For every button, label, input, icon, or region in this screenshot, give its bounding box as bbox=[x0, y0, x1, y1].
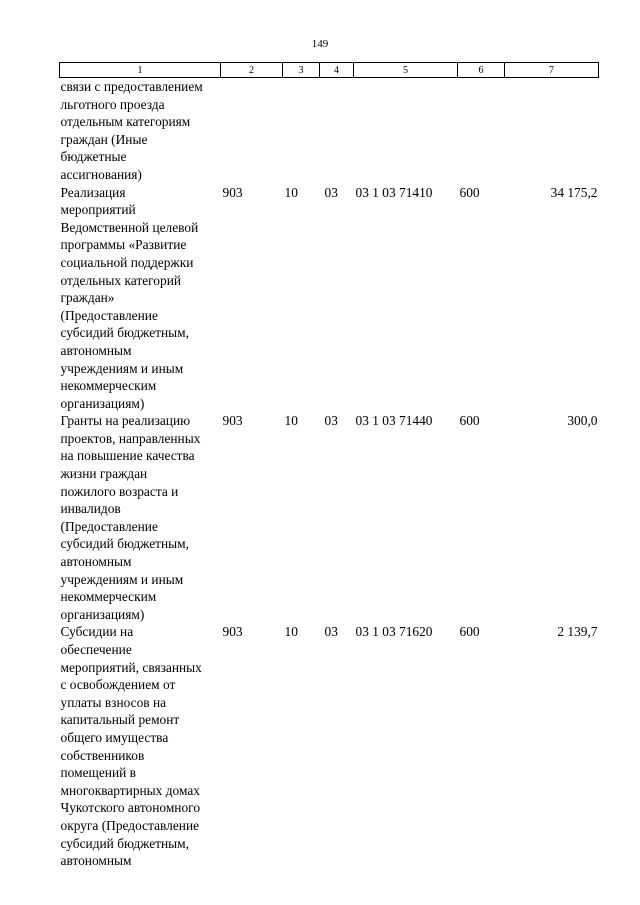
page-number: 149 bbox=[311, 38, 329, 50]
column-number-header bbox=[60, 63, 599, 78]
budget-table bbox=[59, 62, 599, 870]
name-line: помещений в bbox=[60, 765, 136, 781]
expense-type-cell: 600 bbox=[459, 184, 480, 200]
name-line: на повышение качества bbox=[60, 448, 195, 464]
section-code-cell: 10 bbox=[284, 624, 298, 640]
name-line: отдельных категорий bbox=[60, 272, 182, 288]
name-line: мероприятий, связанных bbox=[60, 659, 202, 675]
target-article-cell: 03 1 03 71620 bbox=[355, 624, 433, 640]
section-code-cell: 10 bbox=[284, 413, 298, 429]
name-line: (Предоставление bbox=[60, 307, 158, 323]
section-code-cell: 10 bbox=[284, 184, 298, 200]
name-line: организациям) bbox=[60, 606, 145, 622]
amount-cell: 300,0 bbox=[567, 413, 598, 429]
grbs-code-cell bbox=[221, 78, 283, 184]
name-line: социальной поддержки bbox=[60, 254, 194, 270]
target-article-cell bbox=[354, 78, 458, 184]
name-line: связи с предоставлением bbox=[60, 79, 203, 94]
table-row bbox=[60, 184, 599, 413]
expense-type-cell bbox=[458, 78, 505, 184]
target-article-cell: 03 1 03 71440 bbox=[355, 413, 433, 429]
name-line: автономным bbox=[60, 342, 132, 358]
name-line: Ведомственной целевой bbox=[60, 219, 199, 235]
name-line: граждан» bbox=[60, 290, 115, 306]
name-line: программы «Развитие bbox=[60, 237, 187, 253]
column-header-4: 4 bbox=[320, 63, 354, 78]
name-line: ассигнования) bbox=[60, 166, 142, 182]
name-line: субсидий бюджетным, bbox=[60, 325, 190, 341]
name-line: инвалидов bbox=[60, 501, 121, 517]
name-line: капитальный ремонт bbox=[60, 712, 180, 728]
name-line: субсидий бюджетным, bbox=[60, 536, 190, 552]
name-line: общего имущества bbox=[60, 729, 169, 745]
grbs-code-cell: 903 bbox=[222, 184, 243, 200]
name-line: некоммерческим bbox=[60, 589, 157, 605]
column-header-7: 7 bbox=[505, 63, 599, 78]
grbs-code-cell: 903 bbox=[222, 413, 243, 429]
name-cell bbox=[60, 184, 221, 413]
name-line: собственников bbox=[60, 747, 145, 763]
name-cell bbox=[60, 412, 221, 623]
column-header-6: 6 bbox=[458, 63, 505, 78]
name-line: округа (Предоставление bbox=[60, 817, 200, 833]
column-header-3: 3 bbox=[283, 63, 320, 78]
column-header-5: 5 bbox=[354, 63, 458, 78]
table-row bbox=[60, 78, 599, 184]
name-line: жизни граждан bbox=[60, 466, 148, 482]
name-line: автономным bbox=[60, 554, 132, 570]
section-code-cell bbox=[283, 78, 320, 184]
name-line: обеспечение bbox=[60, 642, 132, 657]
subsection-code-cell: 03 bbox=[324, 624, 338, 640]
name-line: (Предоставление bbox=[60, 518, 158, 534]
name-line: граждан (Иные bbox=[60, 131, 148, 147]
name-cell bbox=[60, 623, 221, 869]
table-body bbox=[60, 78, 599, 870]
name-line: учреждениям и иным bbox=[60, 571, 184, 587]
name-line: с освобождением от bbox=[60, 677, 176, 693]
name-line: субсидий бюджетным, bbox=[60, 835, 190, 851]
amount-cell: 34 175,2 bbox=[550, 184, 598, 200]
subsection-code-cell bbox=[320, 78, 354, 184]
name-line: некоммерческим bbox=[60, 378, 157, 394]
name-line: уплаты взносов на bbox=[60, 694, 167, 710]
name-line: льготного проезда bbox=[60, 96, 165, 112]
table-row bbox=[60, 623, 599, 869]
name-line: пожилого возраста и bbox=[60, 483, 179, 499]
amount-cell: 2 139,7 bbox=[557, 624, 598, 640]
name-line: отдельным категориям bbox=[60, 114, 191, 130]
name-line: автономным bbox=[60, 853, 132, 869]
name-line: бюджетные bbox=[60, 149, 127, 165]
name-line: организациям) bbox=[60, 395, 145, 411]
subsection-code-cell: 03 bbox=[324, 184, 338, 200]
expense-type-cell: 600 bbox=[459, 413, 480, 429]
name-line: многоквартирных домах bbox=[60, 782, 200, 798]
subsection-code-cell: 03 bbox=[324, 413, 338, 429]
name-line: учреждениям и иным bbox=[60, 360, 184, 376]
column-header-2: 2 bbox=[221, 63, 283, 78]
target-article-cell: 03 1 03 71410 bbox=[355, 184, 433, 200]
name-line: Реализация bbox=[60, 184, 126, 200]
table-row bbox=[60, 412, 599, 623]
expense-type-cell: 600 bbox=[459, 624, 480, 640]
amount-cell bbox=[505, 78, 599, 184]
name-line: Чукотского автономного bbox=[60, 800, 201, 816]
column-header-1: 1 bbox=[60, 63, 221, 78]
name-line: мероприятий bbox=[60, 202, 136, 218]
name-line: Субсидии на bbox=[60, 624, 134, 640]
name-cell bbox=[60, 78, 221, 184]
name-line: проектов, направленных bbox=[60, 430, 201, 446]
grbs-code-cell: 903 bbox=[222, 624, 243, 640]
name-line: Гранты на реализацию bbox=[60, 413, 191, 429]
